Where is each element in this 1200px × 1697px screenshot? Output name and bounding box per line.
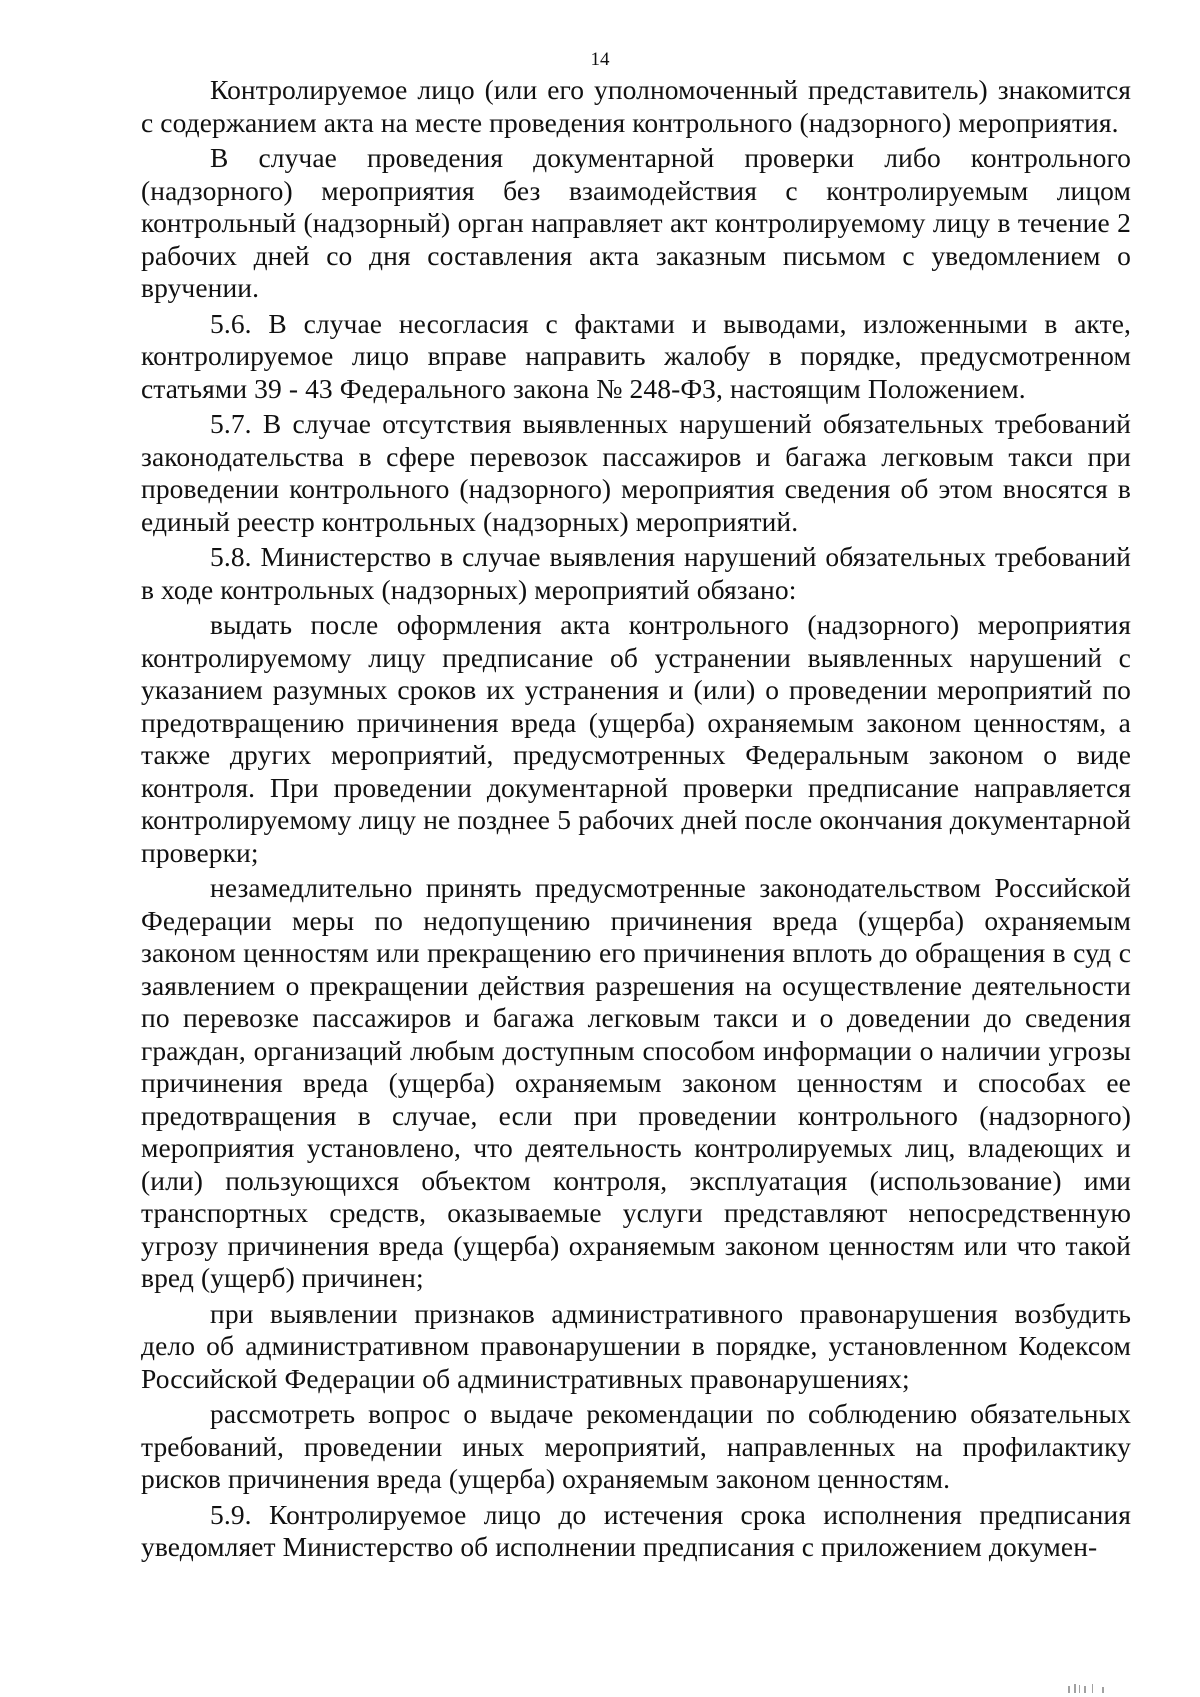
paragraph-5-8-take-measures: незамедлительно принять предусмотренные законодательством Российской Федерации меры по недопущению причинения вреда (ущерба) охраняемым законом ценностям или прекращению его причинения вплоть до обращения в суд с заявлением о прекращении действия разрешения на осуществление деятельности по перевозке пассажиров и багажа легковым такси и о доведении до сведения граждан, организаций любым доступным способом информации о наличии угрозы причинения вреда (ущерба) охраняемым законом ценностям и способах ее предотвращения в случае, если при проведении контрольного (надзорного) мероприятия установлено, что деятельность контролируемых лиц, владеющих и (или) пользующихся объектом контроля, эксплуатация (использование) ими транспортных средств, оказываемые услуги представляют непосредственную угрозу причинения вреда (ущерба) охраняемым законом ценностям или что такой вред (ущерб) причинен;: [141, 872, 1131, 1293]
paragraph-5-8-recommendation: рассмотреть вопрос о выдаче рекомендации по соблюдению обязательных требований, проведении иных мероприятий, направленных на профилактику рисков причинения вреда (ущерба) охраняемым законом ценностям.: [141, 1398, 1131, 1494]
paragraph-5-6: 5.6. В случае несогласия с фактами и выводами, изложенными в акте, контролируемое лицо вправе направить жалобу в порядке, предусмотренном статьями 39 - 43 Федерального закона № 248-ФЗ, настоящим Положением.: [141, 307, 1131, 404]
page-number: 14: [590, 49, 610, 70]
document-body: [141, 74, 1131, 1564]
scan-artifact: [1068, 1683, 1110, 1693]
paragraph-5-8: 5.8. Министерство в случае выявления нарушений обязательных требований в ходе контрольных (надзорных) мероприятий обязано:: [141, 541, 1131, 605]
paragraph-5-7: 5.7. В случае отсутствия выявленных нарушений обязательных требований законодательства в сфере перевозок пассажиров и багажа легковым такси при проведении контрольного (надзорного) мероприятия сведения об этом вносятся в единый реестр контрольных (надзорных) мероприятий.: [141, 408, 1131, 537]
paragraph-act-review: Контролируемое лицо (или его уполномоченный представитель) знакомится с содержанием акта на месте проведения контрольного (надзорного) мероприятия.: [141, 74, 1131, 138]
paragraph-5-8-initiate-case: при выявлении признаков административного правонарушения возбудить дело об административном правонарушении в порядке, установленном Кодексом Российской Федерации об административных правонарушениях;: [141, 1297, 1131, 1394]
paragraph-5-8-issue-order: выдать после оформления акта контрольного (надзорного) мероприятия контролируемому лицу предписание об устранении выявленных нарушений с указанием разумных сроков их устранения и (или) о проведении мероприятий по предотвращению причинения вреда (ущерба) охраняемым законом ценностям, а также других мероприятий, предусмотренных Федеральным законом о виде контроля. При проведении документарной проверки предписание направляется контролируемому лицу не позднее 5 рабочих дней после окончания документарной проверки;: [141, 609, 1131, 868]
paragraph-act-sending: В случае проведения документарной проверки либо контрольного (надзорного) мероприятия без взаимодействия с контролируемым лицом контрольный (надзорный) орган направляет акт контролируемому лицу в течение 2 рабочих дней со дня составления акта заказным письмом с уведомлением о вручении.: [141, 142, 1131, 303]
paragraph-5-9: 5.9. Контролируемое лицо до истечения срока исполнения предписания уведомляет Министерство об исполнении предписания с приложением докумен-: [141, 1498, 1131, 1562]
